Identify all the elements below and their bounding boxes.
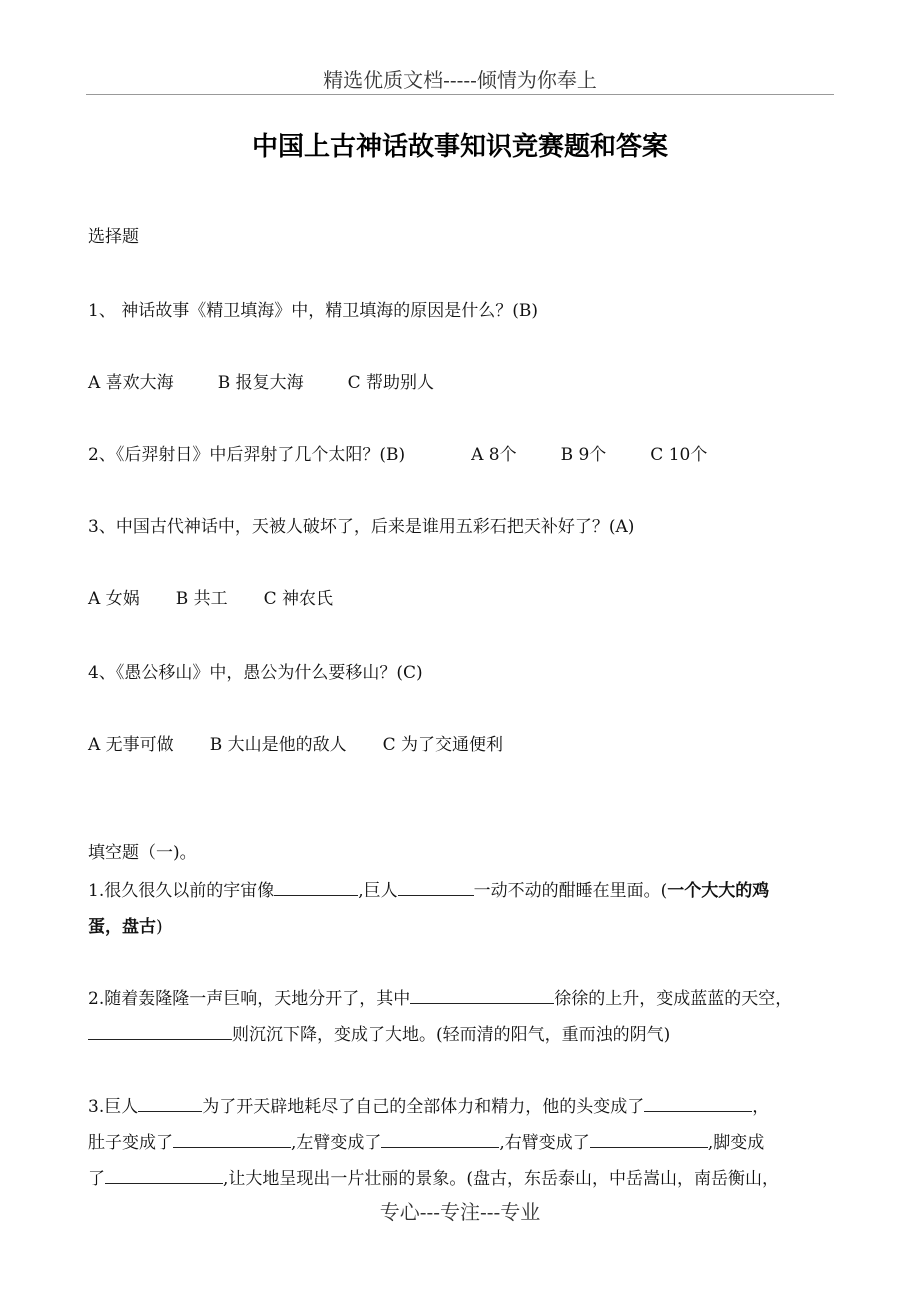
choice-q3: 3、中国古代神话中，天被人破坏了，后来是谁用五彩石把天补好了？(A) — [88, 517, 635, 537]
fill-q1-line2: 蛋，盘古) — [88, 917, 163, 937]
choice-q4: 4、《愚公移山》中，愚公为什么要移山？(C) — [88, 663, 423, 683]
option-b: B 报复大海 — [217, 373, 304, 393]
fill-q2-line2: 则沉沉下降，变成了大地。(轻而清的阳气，重而浊的阴气) — [88, 1020, 670, 1045]
answer-blank — [88, 1022, 232, 1040]
option-a: A 喜欢大海 — [88, 373, 174, 393]
choice-q2 — [88, 440, 707, 465]
answer-blank — [381, 1130, 499, 1148]
answer-blank — [274, 878, 358, 896]
page-header: 精选优质文档-----倾情为你奉上 — [323, 68, 597, 92]
choice-q4-options — [88, 730, 503, 755]
option-a: A 无事可做 — [88, 735, 174, 755]
fill-q3-line1: 3.巨人 为了开天辟地耗尽了自己的全部体力和精力，他的头变成了 ， — [88, 1092, 769, 1117]
choice-q1: 1、 神话故事《精卫填海》中，精卫填海的原因是什么？(B) — [88, 301, 538, 321]
question-text: 2、《后羿射日》中后羿射了几个太阳？(B) — [88, 445, 406, 465]
choice-q3-options — [88, 584, 333, 609]
fill-heading: 填空题（一)。 — [88, 843, 197, 863]
option-c: C 帮助别人 — [347, 373, 435, 393]
answer-blank — [590, 1130, 708, 1148]
fill-q2-line1: 2.随着轰隆隆一声巨响，天地分开了，其中 徐徐的上升，变成蓝蓝的天空， — [88, 984, 792, 1009]
fill-q3-line3: 了 ,让大地呈现出一片壮丽的景象。(盘古，东岳泰山，中岳嵩山，南岳衡山， — [88, 1164, 779, 1189]
option-b: B 大山是他的敌人 — [209, 735, 347, 755]
answer-blank — [398, 878, 474, 896]
fill-q3-line2: 肚子变成了 ,左臂变成了 ,右臂变成了 ,脚变成 — [88, 1128, 764, 1153]
option-b: B 共工 — [175, 589, 228, 609]
fill-q1-line1: 1.很久很久以前的宇宙像 ,巨人 一动不动的酣睡在里面。(一个大大的鸡 — [88, 876, 769, 901]
option-c: C 为了交通便利 — [382, 735, 504, 755]
option-a: A 女娲 — [88, 589, 140, 609]
answer-blank — [138, 1094, 202, 1112]
choice-heading: 选择题 — [88, 227, 139, 247]
header-divider — [86, 94, 834, 95]
choice-q1-options — [88, 368, 434, 393]
answer-blank — [105, 1166, 223, 1184]
answer-blank — [644, 1094, 752, 1112]
document-title: 中国上古神话故事知识竞赛题和答案 — [251, 132, 668, 162]
option-b: B 9个 — [560, 445, 607, 465]
answer-text: 蛋，盘古 — [88, 917, 156, 937]
answer-blank — [173, 1130, 291, 1148]
answer-blank — [410, 986, 554, 1004]
answer-text: 一个大大的鸡 — [667, 881, 770, 901]
option-c: C 10个 — [650, 445, 708, 465]
option-a: A 8个 — [471, 445, 517, 465]
page-footer: 专心---专注---专业 — [379, 1200, 541, 1224]
option-c: C 神农氏 — [263, 589, 334, 609]
